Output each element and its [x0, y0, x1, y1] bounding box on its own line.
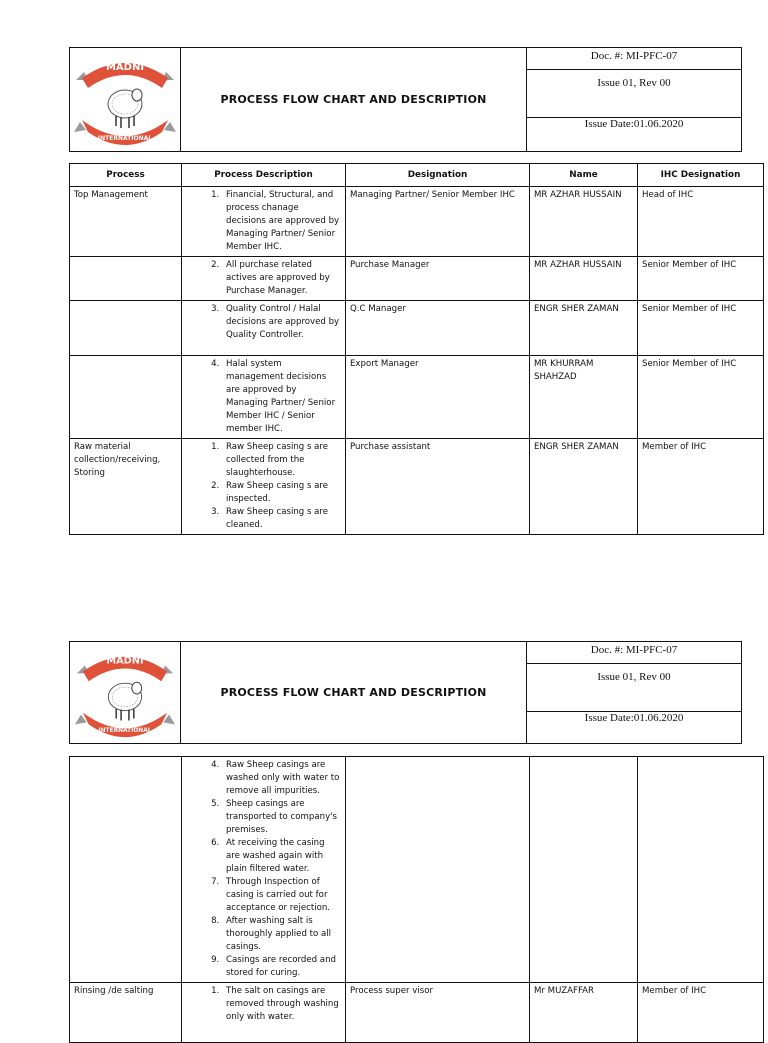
process-table-2 — [69, 756, 764, 1043]
description-cell — [182, 257, 346, 301]
table-row — [70, 356, 764, 439]
step-item: 2. All purchase related actives are approved by Purchase Manager. — [222, 259, 341, 298]
step-item: 7. Through Inspection of casing is carried out for acceptance or rejection. — [222, 876, 341, 915]
name-cell: MR AZHAR HUSSAIN — [530, 257, 638, 301]
column-header-description: Process Description — [182, 164, 346, 187]
description-cell — [182, 757, 346, 983]
document-title: PROCESS FLOW CHART AND DESCRIPTION — [220, 686, 487, 699]
step-item: 4. Halal system management decisions are approved by Managing Partner/ Senior Member IHC / Senior member IHC. — [222, 358, 341, 436]
step-item: 3. Quality Control / Halal decisions are approved by Quality Controller. — [222, 303, 341, 342]
designation-cell: Managing Partner/ Senior Member IHC — [346, 187, 530, 257]
process-cell: Rinsing /de salting — [70, 983, 182, 1043]
step-item: 6. At receiving the casing are washed again with plain filtered water. — [222, 837, 341, 876]
name-cell — [530, 757, 638, 983]
designation-cell: Q.C Manager — [346, 301, 530, 356]
process-cell — [70, 257, 182, 301]
step-item: 5. Sheep casings are transported to company's premises. — [222, 798, 341, 837]
ihc-cell: Senior Member of IHC — [638, 356, 764, 439]
step-item: 3. Raw Sheep casing s are cleaned. — [222, 506, 341, 532]
step-item: 8. After washing salt is thoroughly applied to all casings. — [222, 915, 341, 954]
name-cell: ENGR SHER ZAMAN — [530, 301, 638, 356]
process-cell: Raw material collection/receiving, Storing — [70, 439, 182, 535]
step-item: 1. The salt on casings are removed through washing only with water. — [222, 985, 341, 1024]
designation-cell: Export Manager — [346, 356, 530, 439]
step-item: 4. Raw Sheep casings are washed only with water to remove all impurities. — [222, 759, 341, 798]
logo-top-text: MADNI — [105, 62, 145, 73]
process-table-1 — [69, 163, 764, 535]
description-cell — [182, 187, 346, 257]
logo-bottom-text: INTERNATIONAL — [98, 728, 152, 735]
description-cell — [182, 356, 346, 439]
ihc-cell: Member of IHC — [638, 983, 764, 1043]
issue-rev: Issue 01, Rev 00 — [597, 77, 671, 89]
name-cell: ENGR SHER ZAMAN — [530, 439, 638, 535]
process-cell — [70, 757, 182, 983]
designation-cell: Purchase Manager — [346, 257, 530, 301]
issue-rev: Issue 01, Rev 00 — [597, 671, 671, 683]
column-header-ihc: IHC Designation — [638, 164, 764, 187]
column-header-name: Name — [530, 164, 638, 187]
doc-meta — [526, 642, 741, 743]
madni-logo-icon — [70, 642, 180, 743]
madni-logo-icon — [70, 48, 180, 151]
table-row — [70, 439, 764, 535]
company-logo — [70, 48, 181, 151]
step-item: 1. Raw Sheep casing s are collected from the slaughterhouse. — [222, 441, 341, 480]
designation-cell — [346, 757, 530, 983]
issue-date: Issue Date:01.06.2020 — [584, 118, 684, 130]
doc-number: Doc. #: MI-PFC-07 — [590, 644, 678, 656]
column-header-designation: Designation — [346, 164, 530, 187]
doc-meta — [526, 48, 741, 151]
process-cell — [70, 301, 182, 356]
table-header-row — [70, 164, 764, 187]
description-cell — [182, 439, 346, 535]
step-item: 1. Financial, Structural, and process chanage decisions are approved by Managing Partner/ Senior Member IHC. — [222, 189, 341, 254]
process-cell: Top Management — [70, 187, 182, 257]
step-item: 2. Raw Sheep casing s are inspected. — [222, 480, 341, 506]
doc-header-1 — [69, 47, 742, 152]
table-row — [70, 301, 764, 356]
step-item: 9. Casings are recorded and stored for curing. — [222, 954, 341, 980]
column-header-process: Process — [70, 164, 182, 187]
name-cell: MR AZHAR HUSSAIN — [530, 187, 638, 257]
table-row — [70, 257, 764, 301]
ihc-cell: Senior Member of IHC — [638, 301, 764, 356]
table-row — [70, 983, 764, 1043]
designation-cell: Process super visor — [346, 983, 530, 1043]
name-cell: Mr MUZAFFAR — [530, 983, 638, 1043]
logo-bottom-text: INTERNATIONAL — [97, 135, 153, 142]
ihc-cell — [638, 757, 764, 983]
table-row — [70, 187, 764, 257]
issue-date: Issue Date:01.06.2020 — [584, 712, 684, 724]
divider — [527, 69, 741, 70]
ihc-cell: Member of IHC — [638, 439, 764, 535]
description-cell — [182, 983, 346, 1043]
table-row — [70, 757, 764, 983]
ihc-cell: Senior Member of IHC — [638, 257, 764, 301]
doc-header-2 — [69, 641, 742, 744]
logo-top-text: MADNI — [106, 655, 144, 667]
process-cell — [70, 356, 182, 439]
name-cell: MR KHURRAM SHAHZAD — [530, 356, 638, 439]
doc-number: Doc. #: MI-PFC-07 — [590, 50, 678, 62]
ihc-cell: Head of IHC — [638, 187, 764, 257]
designation-cell: Purchase assistant — [346, 439, 530, 535]
company-logo — [70, 642, 181, 743]
description-cell — [182, 301, 346, 356]
document-title: PROCESS FLOW CHART AND DESCRIPTION — [220, 93, 487, 106]
divider — [527, 663, 741, 664]
